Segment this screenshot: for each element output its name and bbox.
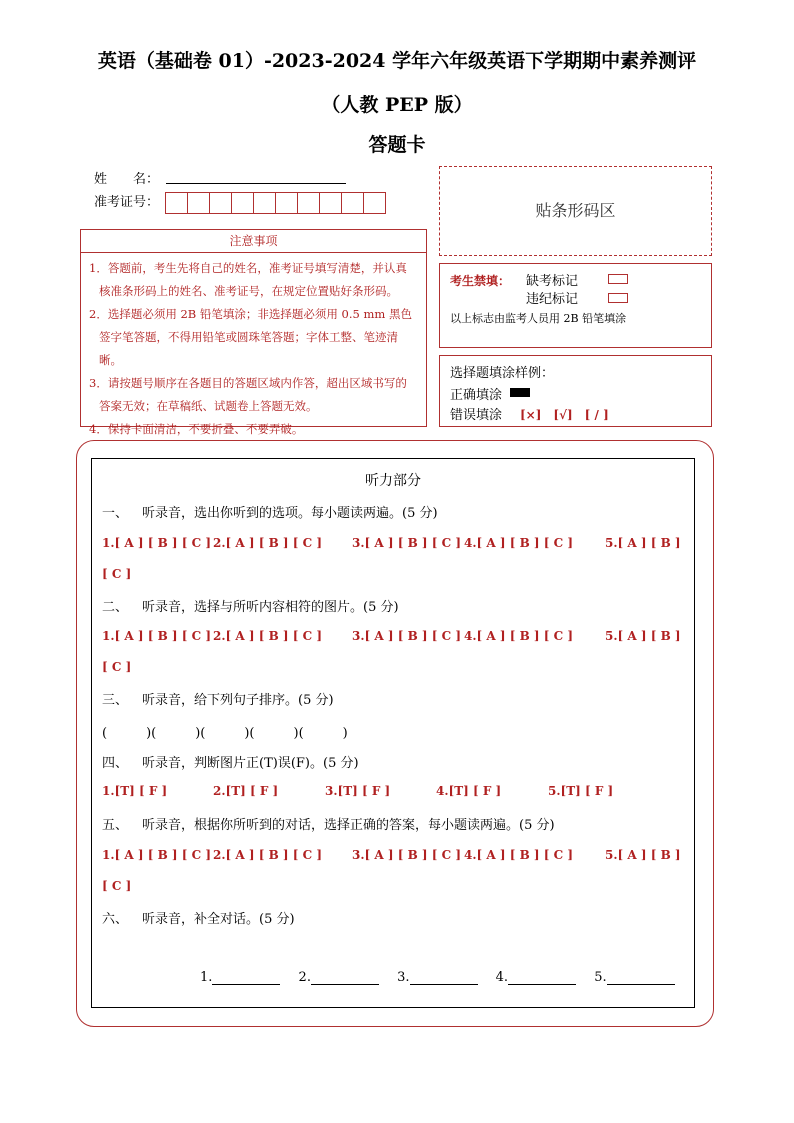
absent-label: 缺考标记 [526, 274, 579, 289]
name-field[interactable] [166, 183, 346, 184]
fill-sample-title: 选择题填涂样例： [450, 366, 555, 381]
notes-box [80, 229, 427, 436]
page-title: 英语（基础卷 01）-2023-2024 学年六年级英语下学期期中素养测评 [97, 50, 697, 72]
section-num: 六、 [102, 912, 129, 927]
forbidden-label: 考生禁填： [450, 274, 511, 288]
section-num: 一、 [102, 506, 129, 521]
absent-mark-box[interactable] [608, 274, 628, 284]
q2-options[interactable]: 2.[ A ] [ B ] [ C ] [213, 848, 323, 862]
note-item: 2．选择题必须用 2B 铅笔填涂；非选择题必须用 0.5 mm 黑色签字笔答题，不得用铅笔或圆珠笔答题；字体工整、笔迹清晰。 [89, 307, 412, 367]
q5-options[interactable]: 5.[ A ] [ B ] [605, 629, 681, 643]
blank-1: 1. [200, 970, 280, 985]
section-text: 听录音，选择与所听内容相符的图片。(5 分) [142, 600, 399, 615]
barcode-area [439, 166, 712, 256]
note-item: 1．答题前，考生先将自己的姓名，准考证号填写清楚，并认真核准条形码上的姓名、准考证号，在规定位置贴好条形码。 [89, 261, 407, 298]
tf-q3[interactable]: 3.[T] [ F ] [325, 784, 391, 798]
violation-mark-box[interactable] [608, 293, 628, 303]
q5-options[interactable]: 5.[ A ] [ B ] [605, 848, 681, 862]
tf-q2[interactable]: 2.[T] [ F ] [213, 784, 279, 798]
q3-options[interactable]: 3.[ A ] [ B ] [ C ] [352, 629, 462, 643]
q3-options[interactable]: 3.[ A ] [ B ] [ C ] [352, 848, 462, 862]
forbidden-note: 以上标志由监考人员用 2B 铅笔填涂 [450, 312, 627, 325]
q5-option-c[interactable]: [ C ] [102, 879, 132, 893]
section-text: 听录音，判断图片正(T)误(F)。(5 分) [142, 756, 359, 771]
tf-q1[interactable]: 1.[T] [ F ] [102, 784, 168, 798]
section-text: 听录音，补全对话。(5 分) [142, 912, 295, 927]
section-text: 听录音，根据你所听到的对话，选择正确的答案，每小题读两遍。(5 分) [142, 818, 555, 833]
q1-options[interactable]: 1.[ A ] [ B ] [ C ] [102, 629, 212, 643]
fill-sample-box [439, 355, 712, 427]
id-label: 准考证号： [94, 195, 160, 210]
note-item: 4．保持卡面清洁，不要折叠、不要弄破。 [89, 422, 304, 436]
wrong-fill-label: 错误填涂 [450, 408, 503, 423]
forbidden-box [439, 263, 712, 348]
blank-2: 2. [299, 970, 379, 985]
page-subtitle: （人教 PEP 版） [321, 94, 473, 116]
section-text: 听录音，选出你听到的选项。每小题读两遍。(5 分) [142, 506, 438, 521]
section-num: 三、 [102, 693, 129, 708]
note-item: 3．请按题号顺序在各题目的答题区域内作答，超出区域书写的答案无效；在草稿纸、试题卷上答题无效。 [89, 376, 407, 413]
correct-fill-label: 正确填涂 [450, 388, 503, 403]
notes-title: 注意事项 [81, 230, 426, 253]
answer-card-heading: 答题卡 [368, 134, 426, 156]
q1-options[interactable]: 1.[ A ] [ B ] [ C ] [102, 848, 212, 862]
q4-options[interactable]: 4.[ A ] [ B ] [ C ] [464, 536, 574, 550]
section-num: 二、 [102, 600, 129, 615]
q5-options[interactable]: 5.[ A ] [ B ] [605, 536, 681, 550]
blank-5: 5. [594, 970, 674, 985]
violation-label: 违纪标记 [526, 292, 579, 307]
q5-option-c[interactable]: [ C ] [102, 567, 132, 581]
tf-q4[interactable]: 4.[T] [ F ] [436, 784, 502, 798]
q2-options[interactable]: 2.[ A ] [ B ] [ C ] [213, 536, 323, 550]
barcode-label: 贴条形码区 [535, 201, 616, 220]
id-number-cells[interactable] [166, 192, 386, 214]
blank-3: 3. [397, 970, 477, 985]
q5-option-c[interactable]: [ C ] [102, 660, 132, 674]
q2-options[interactable]: 2.[ A ] [ B ] [ C ] [213, 629, 323, 643]
listening-title: 听力部分 [365, 473, 421, 489]
tf-q5[interactable]: 5.[T] [ F ] [548, 784, 614, 798]
wrong-fill-marks: [×] [√] [ / ] [520, 408, 609, 422]
blank-4: 4. [496, 970, 576, 985]
q3-options[interactable]: 3.[ A ] [ B ] [ C ] [352, 536, 462, 550]
q1-options[interactable]: 1.[ A ] [ B ] [ C ] [102, 536, 212, 550]
q4-options[interactable]: 4.[ A ] [ B ] [ C ] [464, 848, 574, 862]
order-blanks[interactable]: ( )( )( )( )( ) [102, 726, 348, 741]
correct-fill-sample [510, 388, 530, 397]
name-label: 姓 名： [94, 172, 160, 187]
section-text: 听录音，给下列句子排序。(5 分) [142, 693, 334, 708]
q4-options[interactable]: 4.[ A ] [ B ] [ C ] [464, 629, 574, 643]
section-num: 四、 [102, 756, 129, 771]
section-num: 五、 [102, 818, 129, 833]
